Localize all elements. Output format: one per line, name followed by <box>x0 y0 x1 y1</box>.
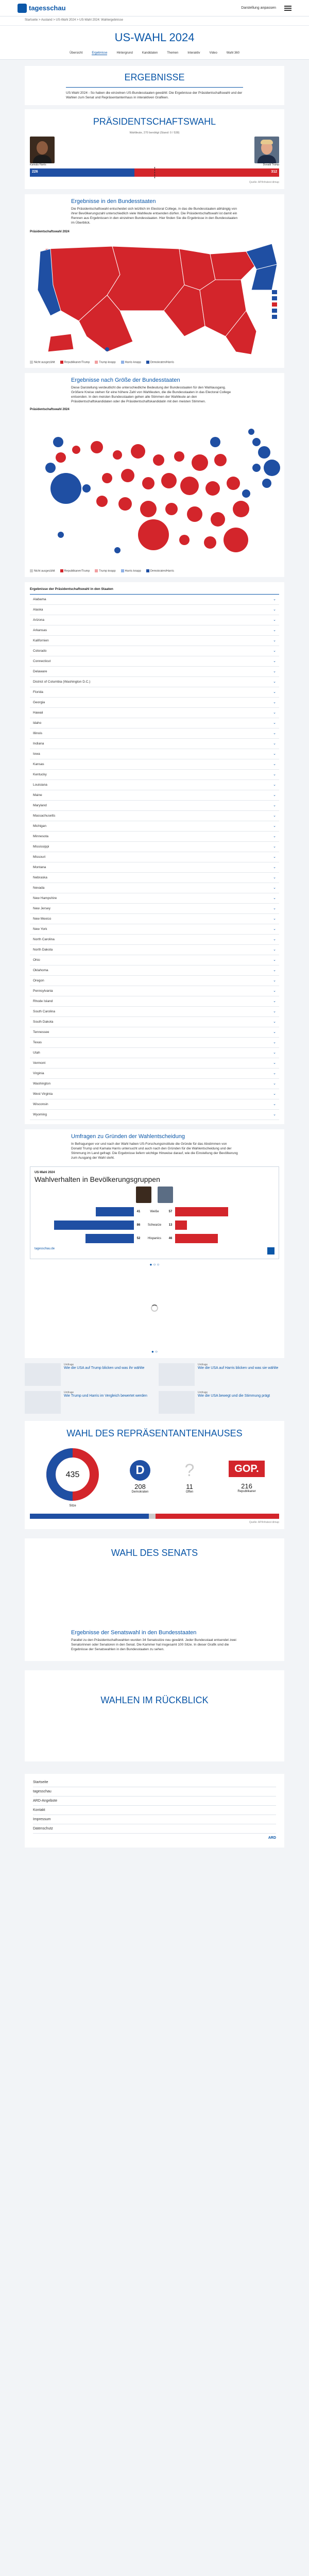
chevron-down-icon: ⌄ <box>273 896 276 901</box>
page-title: US-WAHL 2024 <box>114 31 195 44</box>
state-name: Minnesota <box>33 834 48 838</box>
house-total-label: Sitze <box>69 1504 76 1507</box>
bubble-map[interactable] <box>30 411 287 566</box>
state-name: Maryland <box>33 803 47 807</box>
legend-item: Nicht ausgezählt <box>30 361 55 364</box>
senate-heading: WAHL DES SENATS <box>111 1547 198 1558</box>
sub-navigation <box>0 47 309 60</box>
size-map-legend <box>30 569 279 572</box>
chevron-down-icon: ⌄ <box>273 824 276 828</box>
chevron-down-icon: ⌄ <box>273 835 276 839</box>
harris-name: Kamala Harris <box>30 163 46 166</box>
poll-row <box>35 1233 274 1244</box>
state-name: Nebraska <box>33 875 47 879</box>
state-row[interactable] <box>30 677 279 687</box>
state-row[interactable] <box>30 1069 279 1079</box>
state-name: Louisiana <box>33 783 47 787</box>
chevron-down-icon: ⌄ <box>273 1103 276 1107</box>
state-row[interactable] <box>30 1038 279 1048</box>
harris-bar <box>30 168 134 177</box>
state-row[interactable] <box>30 1110 279 1120</box>
legend-item: Republikaner/Trump <box>60 361 90 364</box>
footer-link[interactable]: ARD-Angebote <box>33 1797 276 1806</box>
harris-share-bar <box>96 1207 134 1216</box>
state-name: Georgia <box>33 700 45 704</box>
trump-votes: 312 <box>271 170 277 174</box>
state-row[interactable] <box>30 945 279 955</box>
subnav-item[interactable]: Wahl 360 <box>226 52 239 55</box>
logo[interactable] <box>18 4 66 13</box>
poll-panel <box>30 1166 279 1259</box>
state-row[interactable] <box>30 739 279 749</box>
states-map-legend <box>30 361 279 364</box>
state-name: Wyoming <box>33 1112 47 1116</box>
chevron-down-icon: ⌄ <box>273 659 276 664</box>
state-name: Kansas <box>33 762 44 766</box>
harris-share-bar <box>54 1221 134 1230</box>
harris-share-bar <box>85 1234 134 1243</box>
state-row[interactable] <box>30 1017 279 1027</box>
state-name: Kentucky <box>33 772 47 776</box>
subnav-item[interactable]: Interaktiv <box>187 52 200 55</box>
subnav-item[interactable]: Video <box>209 52 217 55</box>
teaser-image <box>25 1363 61 1386</box>
teaser-image <box>159 1363 195 1386</box>
footer <box>25 1774 284 1848</box>
gop-logo-icon: GOP. <box>229 1461 265 1477</box>
state-name: Vermont <box>33 1061 46 1065</box>
state-name: Florida <box>33 690 43 694</box>
trump-portrait <box>254 137 279 163</box>
chevron-down-icon: ⌄ <box>273 1072 276 1076</box>
state-name: Nevada <box>33 886 45 890</box>
trump-share: 46 <box>168 1236 173 1240</box>
group-label: Schwarze <box>147 1223 162 1227</box>
majority-line <box>154 167 155 178</box>
chevron-down-icon: ⌄ <box>273 732 276 736</box>
chevron-down-icon: ⌄ <box>273 793 276 798</box>
state-row[interactable] <box>30 770 279 780</box>
chevron-down-icon: ⌄ <box>273 1041 276 1045</box>
state-name: Indiana <box>33 741 44 745</box>
state-row[interactable] <box>30 1099 279 1110</box>
subnav-item[interactable]: Hintergrund <box>116 52 133 55</box>
teaser-card[interactable]: Umfrage Wie die USA auf Harris blicken und was sie wählte <box>159 1363 284 1386</box>
state-name: Ohio <box>33 958 40 962</box>
chevron-down-icon: ⌄ <box>273 845 276 849</box>
state-row[interactable] <box>30 1079 279 1089</box>
state-name: District of Columbia (Washington D.C.) <box>33 680 91 684</box>
trump-name: Donald Trump <box>263 163 279 166</box>
chevron-down-icon: ⌄ <box>273 670 276 674</box>
state-row[interactable] <box>30 986 279 996</box>
state-row[interactable] <box>30 625 279 636</box>
state-name: South Dakota <box>33 1020 54 1024</box>
harris-share: 52 <box>136 1236 141 1240</box>
chevron-down-icon: ⌄ <box>273 927 276 931</box>
trump-share: 13 <box>168 1223 173 1227</box>
chevron-down-icon: ⌄ <box>273 948 276 952</box>
title-bar <box>0 26 309 47</box>
state-name: Connecticut <box>33 659 51 663</box>
legend-item: Trump knapp <box>95 569 115 572</box>
state-row[interactable] <box>30 904 279 914</box>
state-row[interactable] <box>30 1027 279 1038</box>
subnav-item[interactable]: Übersicht <box>70 52 83 55</box>
results-intro-text: US-Wahl 2024 - So haben die einzelnen US-Bundesstaaten gewählt: Die Ergebnisse der Präsidentschaftswahl und der Wahlen zum Senat und Repräsentantenhaus in interaktiven Grafiken. <box>66 91 243 99</box>
legend-item: Republikaner/Trump <box>60 569 90 572</box>
us-states-map[interactable] <box>30 233 287 357</box>
state-row[interactable] <box>30 976 279 986</box>
teaser-grid <box>25 1363 284 1414</box>
state-name: Oklahoma <box>33 968 48 972</box>
size-map-label: Präsidentschaftswahl 2024 <box>30 408 70 412</box>
state-name: Missouri <box>33 855 46 859</box>
results-heading: ERGEBNISSE <box>124 72 185 82</box>
carousel-dots-icon[interactable]: ● ○ <box>151 1349 158 1354</box>
settings-link[interactable]: Darstellung anpassen <box>241 6 276 10</box>
group-label: Weiße <box>150 1210 159 1213</box>
state-name: Delaware <box>33 669 47 673</box>
state-name: Texas <box>33 1040 42 1044</box>
chevron-down-icon: ⌄ <box>273 999 276 1004</box>
state-row[interactable] <box>30 1048 279 1058</box>
state-name: North Carolina <box>33 937 55 941</box>
senate-text: Parallel zu den Präsidentschaftswahlen wurden 34 Senatssitze neu gewählt. Jeder Bundesstaat entsendet zwei Senatorinnen oder Senatoren in den Senat. Die Kammer hat insgesamt 100 Sitze. In dieser Grafik sind die Ergebnisse der Senatswahlen in den Bundesstaaten zu sehen. <box>71 1638 236 1651</box>
subnav-item[interactable]: Kandidaten <box>142 52 158 55</box>
harris-share: 41 <box>136 1210 141 1213</box>
chevron-down-icon: ⌄ <box>273 618 276 622</box>
president-heading: PRÄSIDENTSCHAFTSWAHL <box>93 116 216 127</box>
state-name: Maine <box>33 793 42 797</box>
state-row[interactable] <box>30 893 279 904</box>
state-row[interactable] <box>30 1058 279 1069</box>
carousel-dots-icon[interactable]: ● ○ ○ <box>149 1262 160 1267</box>
poll-trump-thumb <box>158 1187 173 1203</box>
state-name: Arizona <box>33 618 45 622</box>
logo-mark-icon <box>18 4 27 13</box>
legend-item: Harris knapp <box>121 361 141 364</box>
results-intro <box>25 66 284 105</box>
legend-item: Nicht ausgezählt <box>30 569 55 572</box>
teaser-image <box>159 1391 195 1414</box>
chevron-down-icon: ⌄ <box>273 649 276 653</box>
share-icon[interactable] <box>267 1247 274 1255</box>
house-source: Quelle: AP/Infratest dimap <box>249 1520 279 1524</box>
footer-link[interactable]: Impressum <box>33 1815 276 1824</box>
chevron-down-icon: ⌄ <box>273 1092 276 1096</box>
poll-row <box>35 1219 274 1231</box>
legend-item: Trump knapp <box>95 361 115 364</box>
house-open-bar <box>149 1514 155 1519</box>
state-row[interactable] <box>30 996 279 1007</box>
polls-heading: Umfragen zu Gründen der Wahlentscheidung <box>71 1133 185 1140</box>
chevron-down-icon: ⌄ <box>273 814 276 818</box>
state-row[interactable] <box>30 646 279 656</box>
house-total: 435 <box>65 1470 80 1479</box>
state-name: Arkansas <box>33 628 47 632</box>
teaser-card[interactable]: Umfrage Wie die USA bewegt und die Stimmung prägt <box>159 1391 284 1414</box>
state-row[interactable] <box>30 965 279 976</box>
footer-link[interactable]: Kontakt <box>33 1806 276 1815</box>
state-row[interactable] <box>30 1007 279 1017</box>
chevron-down-icon: ⌄ <box>273 907 276 911</box>
state-row[interactable] <box>30 914 279 924</box>
state-name: New York <box>33 927 47 931</box>
rep-seats: 216 <box>241 1482 252 1490</box>
state-name: South Carolina <box>33 1009 55 1013</box>
state-row[interactable] <box>30 955 279 965</box>
chevron-down-icon: ⌄ <box>273 711 276 715</box>
state-name: Rhode Island <box>33 999 53 1003</box>
state-name: New Mexico <box>33 917 52 921</box>
state-name: Hawaii <box>33 710 43 715</box>
state-row[interactable] <box>30 790 279 801</box>
trump-bar <box>134 168 279 177</box>
president-source: Quelle: AP/Infratest dimap <box>249 181 279 184</box>
state-row[interactable] <box>30 708 279 718</box>
polls-text: In Befragungen vor und nach der Wahl haben US-Forschungsinstitute die Gründe für das Abstimmen von Donald Trump und Kamala Harris untersucht und auch nach den Gründen für die Wahlentscheidung und der Stimmung im Land gefragt. Die Ergebnisse liefern wichtige Hinweise darauf, wie die Einstellung der Bevölkerung zum Ausgang der Wahl steht. <box>71 1142 238 1160</box>
state-name: Washington <box>33 1081 51 1086</box>
senate-section <box>25 1538 284 1661</box>
state-name: Kalifornien <box>33 638 49 642</box>
ard-logo[interactable]: ARD <box>268 1836 276 1840</box>
harris-share: 86 <box>136 1223 141 1227</box>
chevron-down-icon: ⌄ <box>273 989 276 993</box>
chevron-down-icon: ⌄ <box>273 866 276 870</box>
chevron-down-icon: ⌄ <box>273 690 276 694</box>
chevron-down-icon: ⌄ <box>273 680 276 684</box>
state-name: Virginia <box>33 1071 44 1075</box>
site-header <box>0 0 309 16</box>
state-row[interactable] <box>30 780 279 790</box>
poll-harris-thumb <box>136 1187 151 1203</box>
trump-share: 57 <box>168 1210 173 1213</box>
teaser-card[interactable]: Umfrage Wie Trump und Harris im Vergleich bewertet werden <box>25 1391 150 1414</box>
teaser-image <box>25 1391 61 1414</box>
group-label: Hispanics <box>147 1236 161 1240</box>
chevron-down-icon: ⌄ <box>273 855 276 859</box>
state-row[interactable] <box>30 605 279 615</box>
state-name: Colorado <box>33 649 47 653</box>
dem-label: Demokraten <box>131 1490 149 1494</box>
senate-subheading: Ergebnisse der Senatswahl in den Bundesstaaten <box>71 1629 197 1636</box>
state-row[interactable] <box>30 924 279 935</box>
state-row[interactable] <box>30 862 279 873</box>
harris-portrait <box>30 137 55 163</box>
chevron-down-icon: ⌄ <box>273 979 276 983</box>
state-row[interactable] <box>30 935 279 945</box>
state-name: Pennsylvania <box>33 989 53 993</box>
trump-share-bar <box>175 1221 187 1230</box>
legend-item: Demokraten/Harris <box>146 569 174 572</box>
state-row[interactable] <box>30 728 279 739</box>
footer-link[interactable]: Datenschutz <box>33 1824 276 1834</box>
poll-title: Wahlverhalten in Bevölkerungsgruppen <box>35 1175 160 1183</box>
chevron-down-icon: ⌄ <box>273 742 276 746</box>
poll-source: tagesschau.de <box>35 1247 55 1250</box>
state-name: Iowa <box>33 752 40 756</box>
chevron-down-icon: ⌄ <box>273 1030 276 1035</box>
state-row[interactable] <box>30 595 279 605</box>
size-map-text: Diese Darstellung verdeutlicht die unterschiedliche Bedeutung der Bundesstaaten für den Wahlausgang. Größere Kreise stehen für eine höhere Zahl von Wahlleuten, die die Bundesstaaten in das Electoral College entsenden. In den meisten Bundesstaaten gehen alle Stimmen der Wahlleute an den Präsidentschaftskandidaten oder die Präsidentschaftskandidatin mit den meisten Stimmen. <box>71 386 231 404</box>
state-name: Massachusetts <box>33 814 56 818</box>
polls-section <box>25 1129 284 1358</box>
open-label: Offen <box>185 1490 194 1494</box>
state-name: Michigan <box>33 824 47 828</box>
state-name: Alabama <box>33 597 46 601</box>
chevron-down-icon: ⌄ <box>273 721 276 725</box>
open-seats: 11 <box>186 1482 193 1490</box>
state-name: New Hampshire <box>33 896 57 900</box>
state-name: Alaska <box>33 607 43 612</box>
teaser-card[interactable]: Umfrage Wie die USA auf Trump blicken und was ihr wählte <box>25 1363 150 1386</box>
chevron-down-icon: ⌄ <box>273 804 276 808</box>
legend-item: Demokraten/Harris <box>146 361 174 364</box>
trump-share-bar <box>175 1207 228 1216</box>
state-row[interactable] <box>30 656 279 667</box>
state-row[interactable] <box>30 883 279 893</box>
chevron-down-icon: ⌄ <box>273 598 276 602</box>
state-row[interactable] <box>30 759 279 770</box>
president-widget <box>25 109 284 189</box>
house-heading: WAHL DES REPRÄSENTANTENHAUSES <box>66 1428 243 1438</box>
subnav-item-active[interactable]: Ergebnisse <box>92 52 108 55</box>
chevron-down-icon: ⌄ <box>273 958 276 962</box>
breadcrumb[interactable]: Startseite > Ausland > US-Wahl 2024 > US-Wahl 2024: Wahlergebnisse <box>0 16 309 26</box>
states-map-label: Präsidentschaftswahl 2024 <box>30 230 70 233</box>
state-name: Oregon <box>33 978 44 982</box>
state-name: New Jersey <box>33 906 50 910</box>
dem-seats: 208 <box>134 1482 146 1490</box>
retro-heading: WAHLEN IM RÜCKBLICK <box>100 1694 209 1705</box>
president-subheading: Wahlleute, 270 benötigt (Stand: 0 / 538) <box>129 131 180 134</box>
state-row[interactable] <box>30 842 279 852</box>
electoral-bar <box>30 168 279 177</box>
footer-link[interactable]: Startseite <box>33 1778 276 1787</box>
chevron-down-icon: ⌄ <box>273 752 276 756</box>
chevron-down-icon: ⌄ <box>273 1051 276 1055</box>
state-row[interactable] <box>30 801 279 811</box>
spinner-icon <box>151 1304 158 1312</box>
house-donut <box>44 1446 101 1503</box>
rep-label: Republikaner <box>237 1489 256 1493</box>
size-map-heading: Ergebnisse nach Größe der Bundesstaaten <box>71 377 180 384</box>
loading-area <box>30 1267 279 1349</box>
state-name: Tennessee <box>33 1030 49 1034</box>
state-row[interactable] <box>30 821 279 832</box>
state-row[interactable] <box>30 636 279 646</box>
house-bar <box>30 1514 279 1519</box>
chevron-down-icon: ⌄ <box>273 876 276 880</box>
poll-rows <box>35 1206 274 1244</box>
state-row[interactable] <box>30 667 279 677</box>
state-name: North Dakota <box>33 947 53 952</box>
state-row[interactable] <box>30 852 279 862</box>
chevron-down-icon: ⌄ <box>273 969 276 973</box>
dem-logo-icon: D <box>130 1460 150 1481</box>
poll-kicker: US-Wahl 2024 <box>35 1171 55 1174</box>
menu-icon[interactable] <box>284 6 291 11</box>
state-row[interactable] <box>30 873 279 883</box>
size-map-section <box>25 373 284 577</box>
logo-text: tagesschau <box>29 4 66 12</box>
chevron-down-icon: ⌄ <box>273 1061 276 1065</box>
harris-votes: 226 <box>32 170 38 174</box>
poll-row <box>35 1206 274 1217</box>
subnav-item[interactable]: Themen <box>167 52 179 55</box>
state-row[interactable] <box>30 615 279 625</box>
chevron-down-icon: ⌄ <box>273 701 276 705</box>
chevron-down-icon: ⌄ <box>273 762 276 767</box>
state-name: Mississippi <box>33 844 49 849</box>
house-dem-bar <box>30 1514 149 1519</box>
state-row[interactable] <box>30 1089 279 1099</box>
footer-link[interactable]: tagesschau <box>33 1787 276 1797</box>
state-name: Montana <box>33 865 46 869</box>
chevron-down-icon: ⌄ <box>273 886 276 890</box>
chevron-down-icon: ⌄ <box>273 1020 276 1024</box>
chevron-down-icon: ⌄ <box>273 1113 276 1117</box>
state-row[interactable] <box>30 749 279 759</box>
chevron-down-icon: ⌄ <box>273 608 276 612</box>
chevron-down-icon: ⌄ <box>273 1082 276 1086</box>
question-icon: ? <box>184 1460 195 1480</box>
chevron-down-icon: ⌄ <box>273 917 276 921</box>
state-name: West Virginia <box>33 1092 53 1096</box>
trump-share-bar <box>175 1234 218 1243</box>
chevron-down-icon: ⌄ <box>273 1010 276 1014</box>
states-map-heading: Ergebnisse in den Bundesstaaten <box>71 198 156 205</box>
state-list-section <box>25 582 284 1124</box>
state-name: Wisconsin <box>33 1102 48 1106</box>
state-list-heading: Ergebnisse der Präsidentschaftswahl in den Staaten <box>30 585 279 595</box>
legend-item: Harris knapp <box>121 569 141 572</box>
chevron-down-icon: ⌄ <box>273 938 276 942</box>
state-row[interactable] <box>30 811 279 821</box>
state-list <box>30 595 279 1120</box>
state-row[interactable] <box>30 832 279 842</box>
states-map-section <box>25 194 284 368</box>
house-rep-bar <box>156 1514 279 1519</box>
states-map-text: Die Präsidentschaftswahl entscheidet sich letztlich im Electoral College, in das die Bundesstaaten abhängig von ihrer Bevölkerungszahl unterschiedlich viele Wahlleute entsenden dürfen. Die Präsidentschaftswahl ist damit ein Rennen aus Ergebnissen in den einzelnen Bundesstaaten. Hier finden Sie die Ergebnisse in den Bundesstaaten im Überblick. <box>71 207 238 225</box>
house-section <box>25 1421 284 1529</box>
retro-section <box>25 1670 284 1761</box>
state-row[interactable] <box>30 687 279 698</box>
chevron-down-icon: ⌄ <box>273 639 276 643</box>
chevron-down-icon: ⌄ <box>273 629 276 633</box>
state-name: Idaho <box>33 721 42 725</box>
state-name: Illinois <box>33 731 43 735</box>
state-name: Utah <box>33 1050 40 1055</box>
chevron-down-icon: ⌄ <box>273 773 276 777</box>
state-row[interactable] <box>30 698 279 708</box>
state-row[interactable] <box>30 718 279 728</box>
chevron-down-icon: ⌄ <box>273 783 276 787</box>
